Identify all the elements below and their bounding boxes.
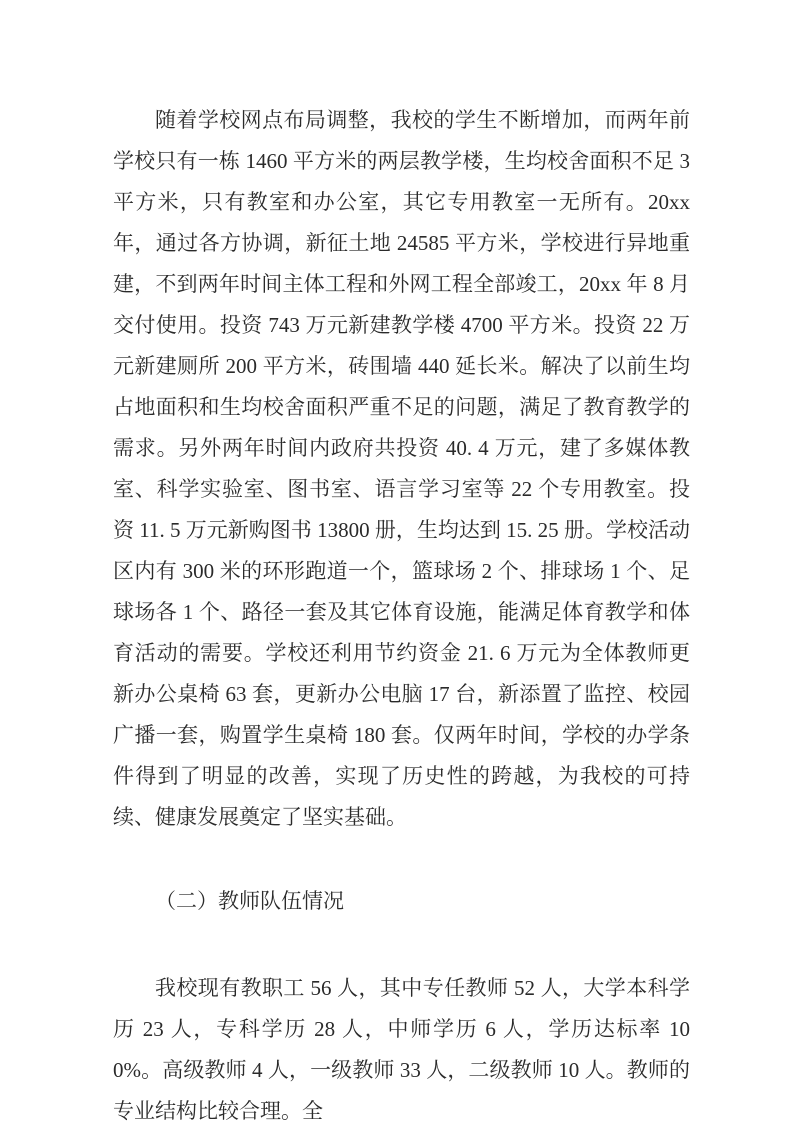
paragraph-teacher-staff: 我校现有教职工 56 人，其中专任教师 52 人，大学本科学历 23 人，专科学历 28 人，中师学历 6 人，学历达标率 100%。高级教师 4 人，一级教师 33 人，二级教师 10 人。教师的专业结构比较合理。全 <box>113 976 690 1123</box>
section-heading-teacher-team: （二）教师队伍情况 <box>155 889 344 913</box>
paragraph-school-facilities: 随着学校网点布局调整，我校的学生不断增加，而两年前学校只有一栋 1460 平方米的两层教学楼，生均校舍面积不足 3 平方米，只有教室和办公室，其它专用教室一无所有。20xx 年，通过各方协调，新征土地 24585 平方米，学校进行异地重建，不到两年时间主体工程和外网工程全部竣工，20xx 年 8 月交付使用。投资 743 万元新建教学楼 4700 平方米。投资 22 万元新建厕所 200 平方米，砖围墙 440 延长米。解决了以前生均占地面积和生均校舍面积严重不足的问题，满足了教育教学的需求。另外两年时间内政府共投资 40. 4 万元，建了多媒体教室、科学实验室、图书室、语言学习室等 22 个专用教室。投资 11. 5 万元新购图书 13800 册，生均达到 15. 25 册。学校活动区内有 300 米的环形跑道一个，篮球场 2 个、排球场 1 个、足球场各 1 个、路径一套及其它体育设施，能满足体育教学和体育活动的需要。学校还利用节约资金 21. 6 万元为全体教师更新办公桌椅 63 套，更新办公电脑 17 台，新添置了监控、校园广播一套，购置学生桌椅 180 套。仅两年时间，学校的办学条件得到了明显的改善，实现了历史性的跨越，为我校的可持续、健康发展奠定了坚实基础。 <box>113 108 690 829</box>
